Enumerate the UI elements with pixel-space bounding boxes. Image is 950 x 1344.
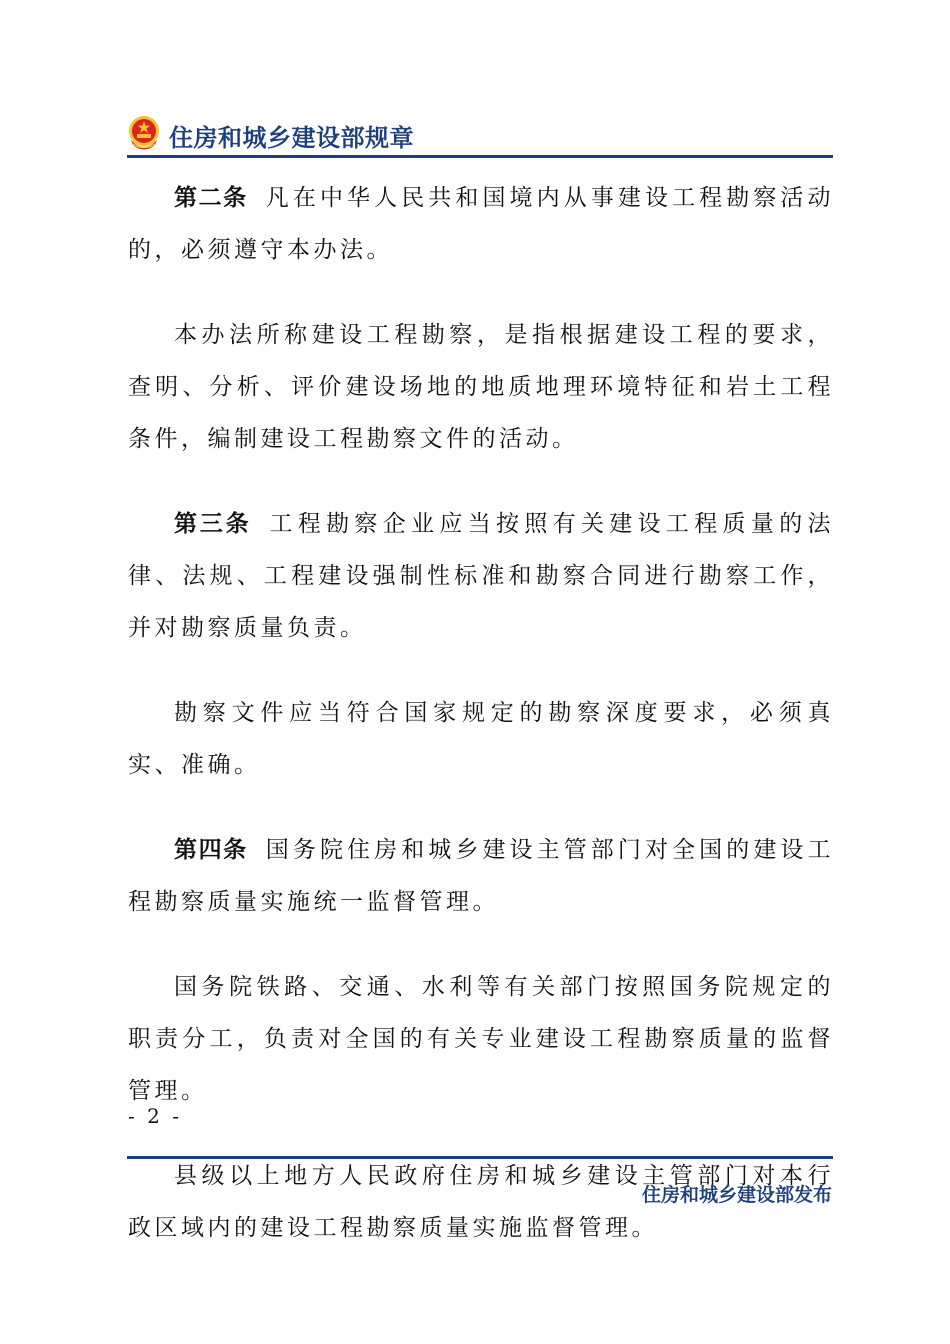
article-2-paragraph-2 [128, 309, 834, 465]
paragraph-text: 县级以上地方人民政府住房和城乡建设主管部门对本行政区域内的建设工程勘察质量实施监督管理。 [128, 1163, 834, 1241]
header-title: 住房和城乡建设部规章 [169, 124, 414, 152]
page-number: - 2 - [128, 1104, 182, 1128]
document-body [128, 172, 834, 1287]
paragraph-text: 本办法所称建设工程勘察，是指根据建设工程的要求，查明、分析、评价建设场地的地质地理环境特征和岩土工程条件，编制建设工程勘察文件的活动。 [128, 322, 834, 452]
paragraph-text: 凡在中华人民共和国境内从事建设工程勘察活动的，必须遵守本办法。 [128, 185, 835, 263]
paragraph-text: 国务院铁路、交通、水利等有关部门按照国务院规定的职责分工，负责对全国的有关专业建设工程勘察质量的监督管理。 [128, 974, 834, 1104]
article-4-paragraph-1 [128, 824, 834, 928]
paragraph-text: 国务院住房和城乡建设主管部门对全国的建设工程勘察质量实施统一监督管理。 [128, 837, 835, 915]
article-label: 第四条 [174, 837, 248, 863]
header-divider [127, 155, 833, 158]
footer-divider [127, 1156, 833, 1159]
paragraph-text: 勘察文件应当符合国家规定的勘察深度要求，必须真实、准确。 [128, 700, 834, 778]
footer-publisher: 住房和城乡建设部发布 [641, 1184, 832, 1206]
paragraph-text: 工程勘察企业应当按照有关建设工程质量的法律、法规、工程建设强制性标准和勘察合同进行勘察工作，并对勘察质量负责。 [128, 511, 835, 641]
article-3-paragraph-2 [128, 687, 834, 791]
article-4-paragraph-2 [128, 961, 834, 1117]
article-label: 第二条 [174, 185, 248, 211]
national-emblem-icon [127, 114, 161, 152]
article-label: 第三条 [174, 511, 252, 537]
article-3-paragraph-1 [128, 498, 834, 654]
article-2-paragraph-1 [128, 172, 834, 276]
page-header [127, 112, 832, 158]
